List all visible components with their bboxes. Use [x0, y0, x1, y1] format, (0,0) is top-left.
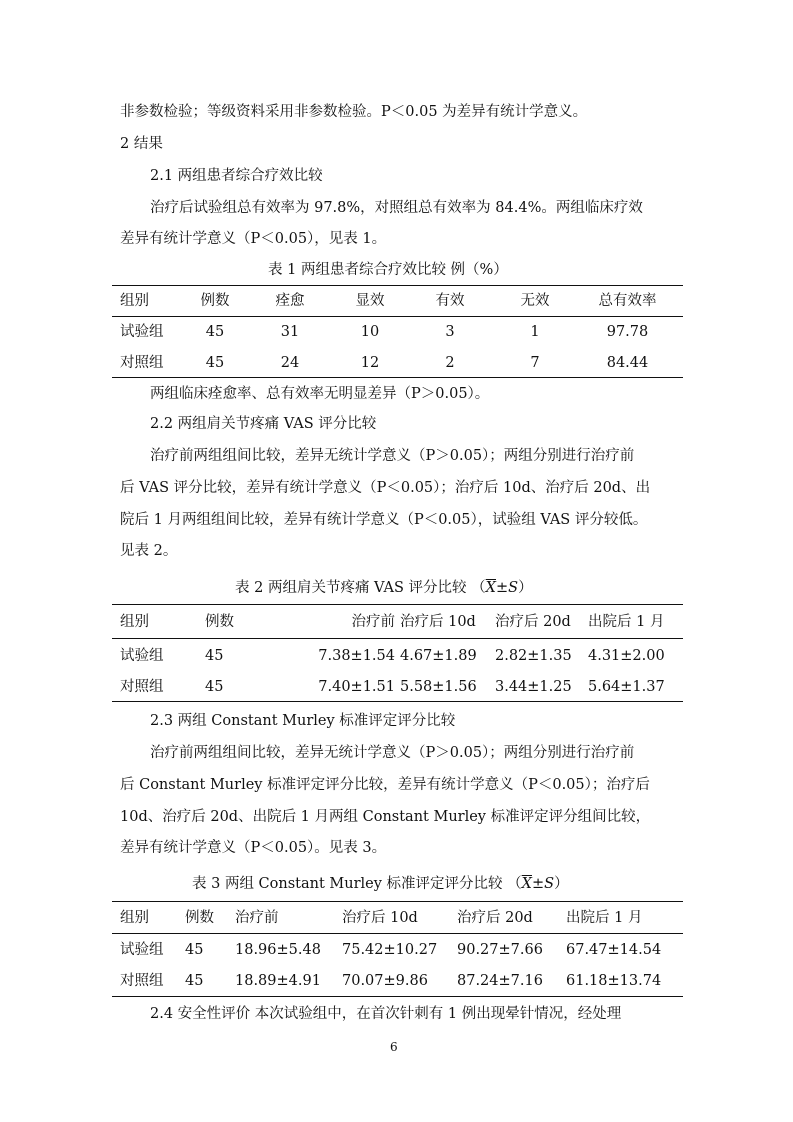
table3-cell: 67.47±14.54 — [566, 942, 662, 958]
subsection-heading-2-1: 2.1 两组患者综合疗效比较 — [150, 168, 323, 184]
table1-header-cell: 组别 — [120, 293, 149, 309]
table3-cell: 45 — [185, 942, 204, 958]
table2-header-cell: 出院后 1 月 — [588, 614, 665, 630]
paragraph-p2a: 治疗后试验组总有效率为 97.8%，对照组总有效率为 84.4%。两组临床疗效 — [150, 200, 643, 216]
table2-cell: 4.31±2.00 — [588, 648, 665, 664]
table2-cell: 4.67±1.89 — [400, 648, 477, 664]
table3-cell: 对照组 — [120, 973, 164, 989]
table3-header-rule — [112, 933, 683, 934]
table1-cell: 45 — [205, 324, 225, 340]
table1-top-rule — [112, 285, 683, 286]
paragraph-p4d: 差异有统计学意义（P＜0.05）。见表 3。 — [120, 840, 387, 856]
table2-caption — [235, 578, 533, 598]
table2-header-cell: 治疗后 10d — [400, 614, 476, 630]
table3-cell: 18.96±5.48 — [235, 942, 321, 958]
paragraph-p4c: 10d、治疗后 20d、出院后 1 月两组 Constant Murley 标准评定评分组间比较， — [120, 809, 651, 825]
table3-cell: 87.24±7.16 — [457, 973, 543, 989]
table2-header-rule — [112, 638, 683, 639]
table1-caption: 表 1 两组患者综合疗效比较 例（%） — [268, 262, 508, 278]
table3-caption-text: 表 3 两组 Constant Murley 标准评定评分比较 （ — [192, 876, 522, 892]
table1-cell: 84.44 — [606, 355, 649, 371]
table3-header-cell: 治疗后 10d — [342, 910, 418, 926]
section-heading-2: 2 结果 — [120, 136, 163, 152]
paragraph-p3a: 治疗前两组组间比较，差异无统计学意义（P＞0.05）；两组分别进行治疗前 — [150, 448, 635, 464]
table3-caption-pm: ± — [531, 876, 545, 892]
table1-cell: 12 — [360, 355, 380, 371]
table3-header-cell: 治疗后 20d — [457, 910, 533, 926]
table1-cell: 对照组 — [120, 355, 164, 371]
table3-cell: 75.42±10.27 — [342, 942, 438, 958]
table3-cell: 90.27±7.66 — [457, 942, 543, 958]
table3-caption-end: ） — [554, 876, 569, 892]
paragraph-p3c: 院后 1 月两组组间比较，差异有统计学意义（P＜0.05），试验组 VAS 评分较低。 — [120, 512, 648, 528]
table2-cell: 3.44±1.25 — [495, 679, 572, 695]
table2-top-rule — [112, 604, 683, 605]
table2-bottom-rule — [112, 701, 683, 702]
table1-cell: 97.78 — [606, 324, 649, 340]
table3-cell: 18.89±4.91 — [235, 973, 321, 989]
table3-header-cell: 组别 — [120, 910, 149, 926]
table1-header-cell: 有效 — [435, 293, 465, 309]
table1-header-rule — [112, 316, 683, 317]
table2-header-cell: 治疗前 — [351, 614, 395, 630]
table3-header-cell: 出院后 1 月 — [566, 910, 643, 926]
table2-cell: 5.64±1.37 — [588, 679, 665, 695]
table1-cell: 45 — [205, 355, 225, 371]
subsection-heading-2-3: 2.3 两组 Constant Murley 标准评定评分比较 — [150, 713, 456, 729]
table1-header-cell: 显效 — [355, 293, 385, 309]
table3-header-cell: 治疗前 — [235, 910, 279, 926]
table1-cell: 2 — [445, 355, 455, 371]
table1-cell: 31 — [280, 324, 300, 340]
paragraph-p4b: 后 Constant Murley 标准评定评分比较，差异有统计学意义（P＜0.05）；治疗后 — [120, 777, 650, 793]
table2-cell: 5.58±1.56 — [400, 679, 477, 695]
table1-cell: 3 — [445, 324, 455, 340]
table2-cell: 2.82±1.35 — [495, 648, 572, 664]
table2-caption-pm: ± — [496, 580, 509, 596]
table1-header-cell: 痊愈 — [275, 293, 305, 309]
table3-caption-s: S — [544, 876, 555, 892]
table1-header-cell: 总有效率 — [598, 293, 657, 309]
table1-cell: 试验组 — [120, 324, 164, 340]
table3-caption — [192, 874, 569, 894]
table2-cell: 7.38±1.54 — [318, 648, 395, 664]
table3-bottom-rule — [112, 996, 683, 997]
table2-cell: 7.40±1.51 — [318, 679, 395, 695]
table2-header-cell: 例数 — [205, 614, 234, 630]
paragraph-p4a: 治疗前两组组间比较，差异无统计学意义（P＞0.05）；两组分别进行治疗前 — [150, 745, 635, 761]
table3-caption-x: $\overline{X}$ — [521, 876, 532, 892]
paragraph-p1: 非参数检验；等级资料采用非参数检验。P＜0.05 为差异有统计学意义。 — [120, 104, 588, 120]
page-number: 6 — [390, 1040, 398, 1054]
table3-top-rule — [112, 901, 683, 902]
table1-header-cell: 无效 — [520, 293, 550, 309]
table1-header-cell: 例数 — [200, 293, 230, 309]
table1-cell: 10 — [360, 324, 380, 340]
table3-cell: 45 — [185, 973, 204, 989]
table2-cell: 45 — [205, 679, 224, 695]
table2-caption-s: S — [508, 580, 519, 596]
table2-cell: 试验组 — [120, 648, 164, 664]
table3-cell: 61.18±13.74 — [566, 973, 662, 989]
table1-cell: 24 — [280, 355, 300, 371]
table3-cell: 70.07±9.86 — [342, 973, 428, 989]
table2-cell: 对照组 — [120, 679, 164, 695]
table2-caption-x: $\overline{X}$ — [485, 580, 496, 596]
table3-header-cell: 例数 — [185, 910, 214, 926]
table1-bottom-rule — [112, 377, 683, 378]
table3-cell: 试验组 — [120, 942, 164, 958]
paragraph-p2b: 差异有统计学意义（P＜0.05），见表 1。 — [120, 231, 387, 247]
table1-cell: 1 — [530, 324, 540, 340]
table2-header-cell: 组别 — [120, 614, 149, 630]
table1-cell: 7 — [530, 355, 540, 371]
table2-caption-end: ） — [518, 580, 533, 596]
table1-note: 两组临床痊愈率、总有效率无明显差异（P＞0.05）。 — [150, 386, 490, 402]
paragraph-p3b: 后 VAS 评分比较，差异有统计学意义（P＜0.05）；治疗后 10d、治疗后 20d、出 — [120, 480, 651, 496]
table2-cell: 45 — [205, 648, 224, 664]
paragraph-p5: 2.4 安全性评价 本次试验组中，在首次针刺有 1 例出现晕针情况，经处理 — [150, 1006, 622, 1022]
paragraph-p3d: 见表 2。 — [120, 543, 178, 559]
subsection-heading-2-2: 2.2 两组肩关节疼痛 VAS 评分比较 — [150, 416, 377, 432]
table2-header-cell: 治疗后 20d — [495, 614, 571, 630]
table2-caption-text: 表 2 两组肩关节疼痛 VAS 评分比较 （ — [235, 580, 486, 596]
